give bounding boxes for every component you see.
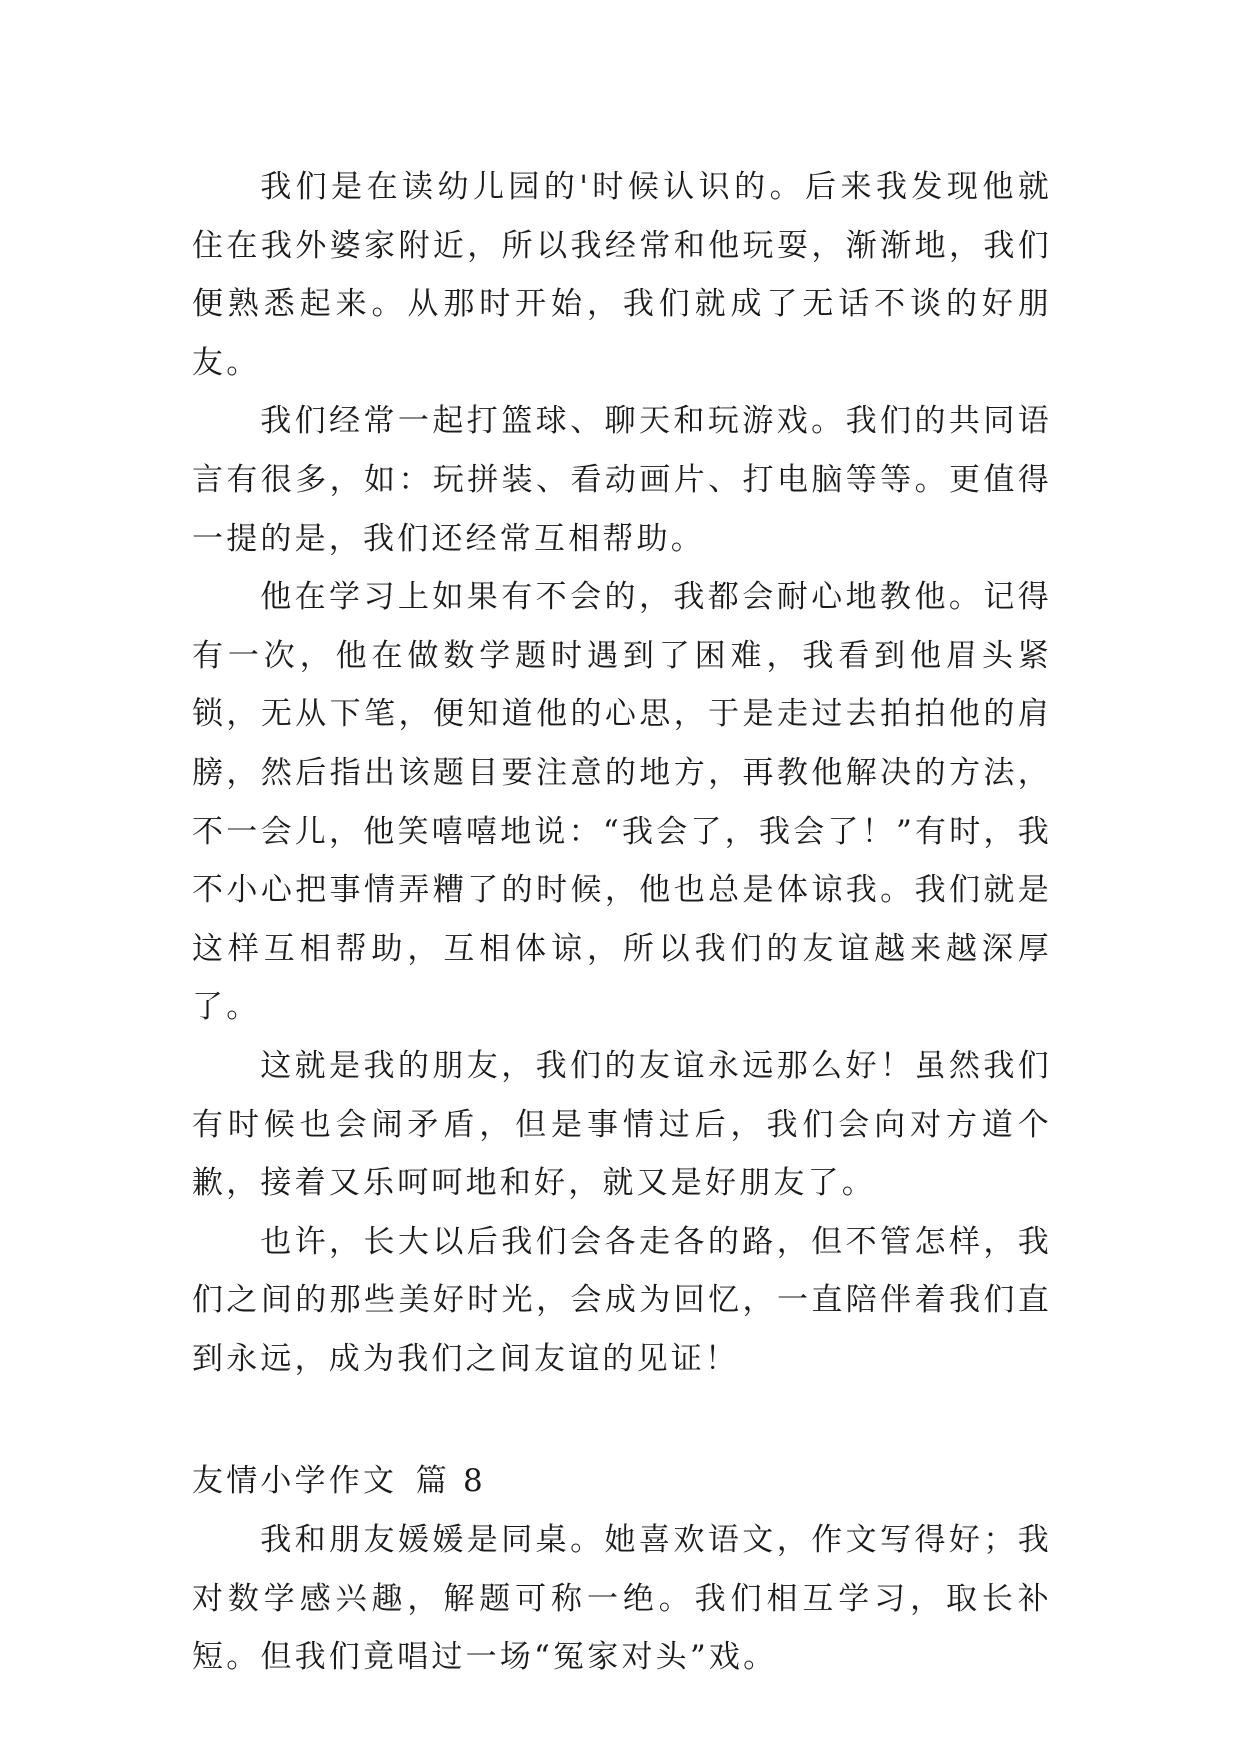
paragraph: 我们是在读幼儿园的'时候认识的。后来我发现他就住在我外婆家附近，所以我经常和他玩耍，渐渐地，我们便熟悉起来。从那时开始，我们就成了无话不谈的好朋友。	[192, 169, 1052, 381]
paragraph: 也许，长大以后我们会各走各的路，但不管怎样，我们之间的那些美好时光，会成为回忆，一直陪伴着我们直到永远，成为我们之间友谊的见证！	[192, 1223, 1052, 1377]
document-body	[192, 158, 1052, 1687]
paragraph: 我和朋友媛媛是同桌。她喜欢语文，作文写得好；我对数学感兴趣，解题可称一绝。我们相互学习，取长补短。但我们竟唱过一场“冤家对头”戏。	[192, 1522, 1052, 1676]
paragraph: 他在学习上如果有不会的，我都会耐心地教他。记得有一次，他在做数学题时遇到了困难，我看到他眉头紧锁，无从下笔，便知道他的心思，于是走过去拍拍他的肩膀，然后指出该题目要注意的地方，再教他解决的方法，不一会儿，他笑嘻嘻地说：“我会了，我会了！”有时，我不小心把事情弄糟了的时候，他也总是体谅我。我们就是这样互相帮助，互相体谅，所以我们的友谊越来越深厚了。	[192, 579, 1052, 1026]
paragraph: 这就是我的朋友，我们的友谊永远那么好！虽然我们有时候也会闹矛盾，但是事情过后，我们会向对方道个歉，接着又乐呵呵地和好，就又是好朋友了。	[192, 1047, 1052, 1202]
section-number: 篇 8	[415, 1463, 486, 1500]
section-title: 友情小学作文	[192, 1463, 398, 1500]
paragraph: 我们经常一起打篮球、聊天和玩游戏。我们的共同语言有很多，如：玩拼装、看动画片、打电脑等等。更值得一提的是，我们还经常互相帮助。	[192, 403, 1052, 557]
section-heading	[192, 1452, 1052, 1511]
